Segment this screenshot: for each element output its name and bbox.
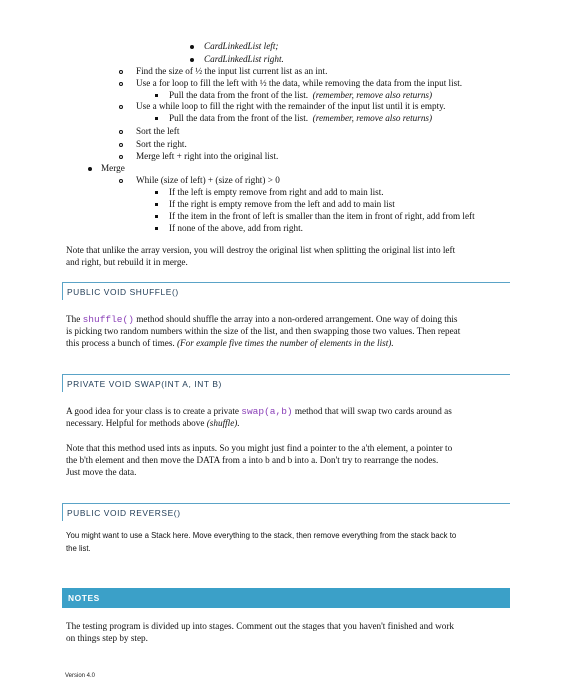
bullet-square: [155, 227, 158, 230]
bullet-circle: [119, 82, 123, 86]
paragraph-line: Note that this method used ints as inputs. So you might just find a pointer to the a'th element, a pointer to: [66, 443, 453, 453]
outline-remark: (remember, remove also returns): [312, 90, 433, 100]
bullet-circle: [119, 130, 123, 134]
paragraph-line: the list.: [66, 544, 91, 553]
bullet-dot: [88, 167, 92, 171]
outline-item: Use a for loop to fill the left with ½ the data, while removing the data from the input list.: [136, 78, 463, 88]
paragraph-line: Just move the data.: [66, 467, 137, 477]
outline-text: Pull the data from the front of the list.: [169, 90, 309, 100]
outline-item: If the left is empty remove from right and add to main list.: [169, 187, 384, 197]
outline-item: Sort the left: [136, 126, 180, 136]
bullet-dot: [190, 58, 194, 62]
bullet-dot: [190, 45, 194, 49]
section-header-reverse: PUBLIC VOID REVERSE(): [62, 503, 510, 521]
bullet-circle: [119, 179, 123, 183]
bullet-square: [155, 203, 158, 206]
outline-item: [169, 112, 432, 124]
code-swap: swap(a,b): [241, 406, 293, 417]
text: The: [66, 314, 81, 324]
bullet-square: [155, 117, 158, 120]
outline-remark: (remember, remove also returns): [312, 113, 433, 123]
paragraph-line: is picking two random numbers within the size of the list, and then swapping those two values. Then repeat: [66, 326, 461, 336]
bullet-circle: [119, 105, 123, 109]
text: method should shuffle the array into a non-ordered arrangement. One way of doing this: [136, 314, 458, 324]
text-italic: (For example five times the number of elements in the list).: [177, 338, 394, 348]
text: method that will swap two cards around as: [294, 406, 452, 416]
text: this process a bunch of times.: [66, 338, 175, 348]
section-header-swap: PRIVATE VOID SWAP(INT A, INT B): [62, 374, 510, 392]
outline-item: Find the size of ½ the input list current list as an int.: [136, 66, 328, 76]
bullet-square: [155, 191, 158, 194]
bullet-square: [155, 94, 158, 97]
code-shuffle: shuffle(): [82, 314, 134, 325]
outline-item: CardLinkedList right.: [204, 54, 284, 64]
outline-item: If the item in the front of left is smaller than the item in front of right, add from left: [169, 211, 475, 221]
version-label: Version 4.0: [65, 673, 96, 679]
text-italic: (shuffle).: [206, 418, 240, 428]
outline-item: Sort the right.: [136, 139, 187, 149]
bullet-circle: [119, 155, 123, 159]
outline-text: Pull the data from the front of the list.: [169, 113, 309, 123]
section-header-notes: NOTES: [62, 588, 510, 608]
outline-item: While (size of left) + (size of right) > 0: [136, 175, 280, 185]
paragraph-line: the b'th element and then move the DATA from a into b and b into a. Don't try to rearrange the nodes.: [66, 455, 439, 465]
paragraph-line: and right, but rebuild it in merge.: [66, 257, 188, 267]
paragraph-line: [66, 337, 394, 349]
outline-item: Merge left + right into the original list.: [136, 151, 279, 161]
bullet-circle: [119, 70, 123, 74]
paragraph-line: You might want to use a Stack here. Move everything to the stack, then remove everything from the stack back to: [66, 531, 457, 540]
bullet-circle: [119, 143, 123, 147]
paragraph-line: The testing program is divided up into stages. Comment out the stages that you haven't finished and work: [66, 621, 454, 631]
paragraph-line: Note that unlike the array version, you will destroy the original list when splitting the original list into left: [66, 245, 456, 255]
outline-item: If the right is empty remove from the left and add to main list: [169, 199, 395, 209]
bullet-square: [155, 215, 158, 218]
section-header-shuffle: PUBLIC VOID SHUFFLE(): [62, 282, 510, 300]
paragraph-line: on things step by step.: [66, 633, 148, 643]
outline-item: Use a while loop to fill the right with the remainder of the input list until it is empty.: [136, 101, 446, 111]
text: necessary. Helpful for methods above: [66, 418, 205, 428]
paragraph-line: [66, 417, 240, 429]
outline-item: CardLinkedList left;: [204, 41, 279, 51]
outline-item: If none of the above, add from right.: [169, 223, 303, 233]
outline-item: Merge: [101, 163, 125, 173]
text: A good idea for your class is to create a private: [66, 406, 239, 416]
